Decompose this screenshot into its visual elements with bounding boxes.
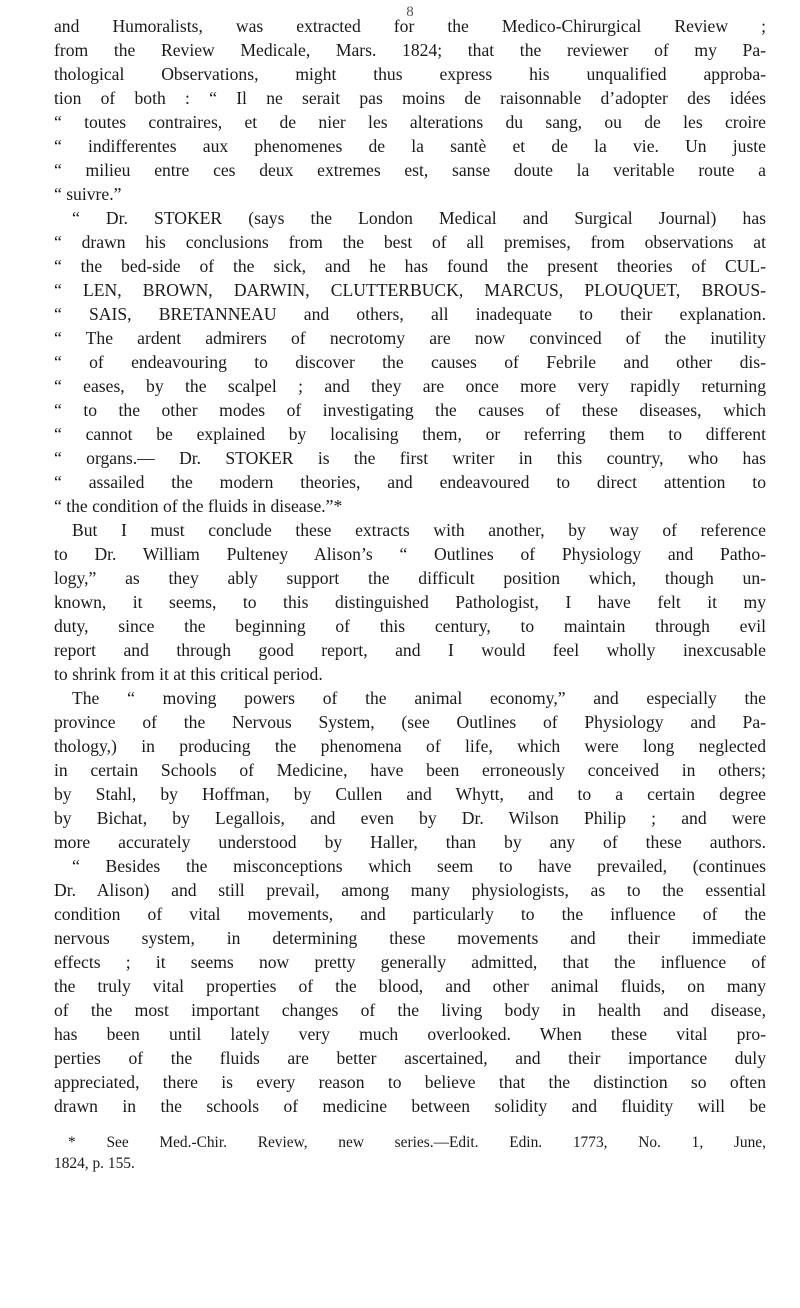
text-line: “ assailed the modern theories, and endeavoured to direct attention to bbox=[54, 472, 766, 492]
text-line: duty, since the beginning of this century, to maintain through evil bbox=[54, 616, 766, 636]
text-line: “ milieu entre ces deux extremes est, sanse doute la veritable route a bbox=[54, 160, 766, 180]
text-line: Dr. Alison) and still prevail, among many physiologists, as to the essential bbox=[54, 880, 766, 900]
text-line: “ SAIS, BRETANNEAU and others, all inadequate to their explanation. bbox=[54, 304, 766, 324]
text-line: condition of vital movements, and particularly to the influence of the bbox=[54, 904, 766, 924]
text-line: thology,) in producing the phenomena of life, which were long neglected bbox=[54, 736, 766, 756]
text-line: by Bichat, by Legallois, and even by Dr. Wilson Philip ; and were bbox=[54, 808, 766, 828]
text-line: logy,” as they ably support the difficult position which, though un- bbox=[54, 568, 766, 588]
text-line: “ indifferentes aux phenomenes de la santè et de la vie. Un juste bbox=[54, 136, 766, 156]
page-number: 8 bbox=[406, 4, 414, 20]
text-line: “ the bed-side of the sick, and he has found the present theories of CUL- bbox=[54, 256, 766, 276]
text-line: nervous system, in determining these movements and their immediate bbox=[54, 928, 766, 948]
text-line: province of the Nervous System, (see Outlines of Physiology and Pa- bbox=[54, 712, 766, 732]
text-line: to shrink from it at this critical period. bbox=[54, 664, 323, 684]
text-line: in certain Schools of Medicine, have been erroneously conceived in others; bbox=[54, 760, 766, 780]
text-line: and Humoralists, was extracted for the Medico-Chirurgical Review ; bbox=[54, 16, 766, 36]
text-line: “ cannot be explained by localising them, or referring them to different bbox=[54, 424, 766, 444]
text-line: “ Besides the misconceptions which seem to have prevailed, (continues bbox=[72, 856, 766, 876]
text-line: “ suivre.” bbox=[54, 184, 122, 204]
text-line: thological Observations, might thus express his unqualified approba- bbox=[54, 64, 766, 84]
text-line: effects ; it seems now pretty generally admitted, that the influence of bbox=[54, 952, 766, 972]
text-line: more accurately understood by Haller, than by any of these authors. bbox=[54, 832, 766, 852]
text-line: by Stahl, by Hoffman, by Cullen and Whytt, and to a certain degree bbox=[54, 784, 766, 804]
footnote-line: * See Med.-Chir. Review, new series.—Edit. Edin. 1773, No. 1, June, bbox=[68, 1134, 766, 1151]
text-line: “ toutes contraires, et de nier les alterations du sang, ou de les croire bbox=[54, 112, 766, 132]
text-line: tion of both : “ Il ne serait pas moins de raisonnable d’adopter des idées bbox=[54, 88, 766, 108]
text-line: the truly vital properties of the blood, and other animal fluids, on many bbox=[54, 976, 766, 996]
text-line: of the most important changes of the living body in health and disease, bbox=[54, 1000, 766, 1020]
text-line: known, it seems, to this distinguished Pathologist, I have felt it my bbox=[54, 592, 766, 612]
text-line: “ of endeavouring to discover the causes of Febrile and other dis- bbox=[54, 352, 766, 372]
text-line: “ to the other modes of investigating the causes of these diseases, which bbox=[54, 400, 766, 420]
text-line: “ the condition of the fluids in disease.”* bbox=[54, 496, 343, 516]
text-line: to Dr. William Pulteney Alison’s “ Outlines of Physiology and Patho- bbox=[54, 544, 766, 564]
footnote-line: 1824, p. 155. bbox=[54, 1155, 135, 1172]
text-line: appreciated, there is every reason to believe that the distinction so often bbox=[54, 1072, 766, 1092]
text-line: report and through good report, and I would feel wholly inexcusable bbox=[54, 640, 766, 660]
text-line: The “ moving powers of the animal economy,” and especially the bbox=[72, 688, 766, 708]
text-line: has been until lately very much overlooked. When these vital pro- bbox=[54, 1024, 766, 1044]
text-line: “ eases, by the scalpel ; and they are once more very rapidly returning bbox=[54, 376, 766, 396]
text-line: perties of the fluids are better ascertained, and their importance duly bbox=[54, 1048, 766, 1068]
text-line: But I must conclude these extracts with another, by way of reference bbox=[72, 520, 766, 540]
text-line: “ organs.— Dr. STOKER is the first writer in this country, who has bbox=[54, 448, 766, 468]
text-line: from the Review Medicale, Mars. 1824; that the reviewer of my Pa- bbox=[54, 40, 766, 60]
text-line: “ drawn his conclusions from the best of all premises, from observations at bbox=[54, 232, 766, 252]
book-page bbox=[54, 0, 766, 1308]
text-line: “ LEN, BROWN, DARWIN, CLUTTERBUCK, MARCUS, PLOUQUET, BROUS- bbox=[54, 280, 766, 300]
text-line: “ The ardent admirers of necrotomy are now convinced of the inutility bbox=[54, 328, 766, 348]
text-line: “ Dr. STOKER (says the London Medical and Surgical Journal) has bbox=[72, 208, 766, 228]
text-line: drawn in the schools of medicine between solidity and fluidity will be bbox=[54, 1096, 766, 1116]
